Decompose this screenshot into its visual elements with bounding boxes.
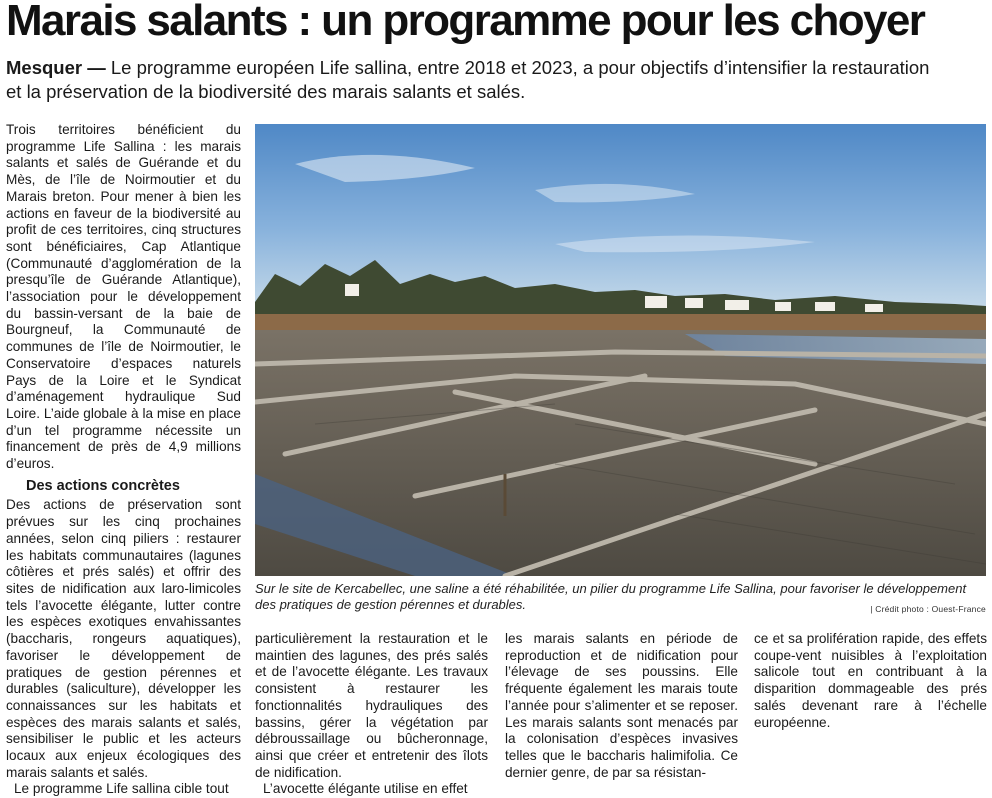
- photo-credit: | Crédit photo : Ouest-France: [870, 604, 986, 614]
- salt-marsh-photo: [255, 124, 986, 576]
- photo-caption: Sur le site de Kercabellec, une saline a été réhabilitée, un pilier du programme Life Sallina, pour favoriser le développement des pratiques de gestion pérennes et durables.: [255, 581, 967, 612]
- paragraph: Trois territoires bénéficient du programme Life Sallina : les marais salants et salés de Guérande et du Mès, de l’île de Noirmoutier et du Marais breton. Pour mener à bien les actions en faveur de la biodiversité au profit de ces territoires, cinq structures sont bénéficiaires, Cap Atlantique (Communauté d’agglomération de la presqu’île de Guérande Atlantique), l’association pour le développement du bassin-versant de la baie de Bourgneuf, la Communauté de communes de l’île de Noirmoutier, le Conservatoire d’espaces naturels Pays de la Loire et le Syndicat d’aménagement hydraulique Sud Loire. L’aide globale à la mise en place d’un tel programme nécessite un financement de près de 4,9 millions d’euros.: [6, 122, 241, 472]
- column-1: [6, 122, 241, 798]
- column-2: [255, 631, 488, 798]
- lede-place: Mesquer —: [6, 57, 106, 78]
- paragraph: Des actions de préservation sont prévues sur les cinq prochaines années, selon cinq piliers : restaurer les habitats communautaires (lagunes côtières et prés salés) et offrir des sites de nidification aux laro-limicoles tels l’avocette élégante, lutter contre les espèces exotiques envahissantes (baccharis, rongeurs aquatiques), favoriser le développement de pratiques de gestion pérennes et durables (saliculture), développer les connaissances sur les habitats et espèces des marais salants et salés, sensibiliser le public et les acteurs locaux aux enjeux écologiques des marais salants et salés.: [6, 497, 241, 780]
- paragraph: particulièrement la restauration et le maintien des lagunes, des prés salés et de l’avocette élégante. Les travaux consistent à restaurer les fonctionnalités hydrauliques des bassins, gérer la végétation par débroussaillage ou bûcheronnage, ainsi que créer et entretenir des îlots de nidification.: [255, 631, 488, 780]
- headline: Marais salants : un programme pour les choyer: [6, 0, 925, 45]
- subheading: Des actions concrètes: [26, 477, 180, 494]
- column-3: [505, 631, 738, 781]
- paragraph: les marais salants en période de reproduction et de nidification pour l’élevage de ses poussins. Elle fréquente également les marais toute l’année pour s’alimenter et se reposer. Les marais salants sont menacés par la colonisation d’espèces invasives telles que le baccharis halimifolia. Ce dernier genre, de par sa résistan-: [505, 631, 738, 780]
- column-4: [754, 631, 987, 731]
- paragraph: L’avocette élégante utilise en effet: [263, 781, 468, 797]
- reed-bank: [255, 314, 986, 332]
- paragraph: ce et sa prolifération rapide, des effets coupe-vent nuisibles à l’exploitation salicole tout en contribuant à la disparition dommageable des prés salés devenant rare à l’échelle européenne.: [754, 631, 987, 730]
- lede: [6, 56, 946, 104]
- lede-text: Le programme européen Life sallina, entre 2018 et 2023, a pour objectifs d’intensifier la restauration et la préservation de la biodiversité des marais salants et salés.: [6, 57, 930, 102]
- paragraph: Le programme Life sallina cible tout: [14, 781, 229, 797]
